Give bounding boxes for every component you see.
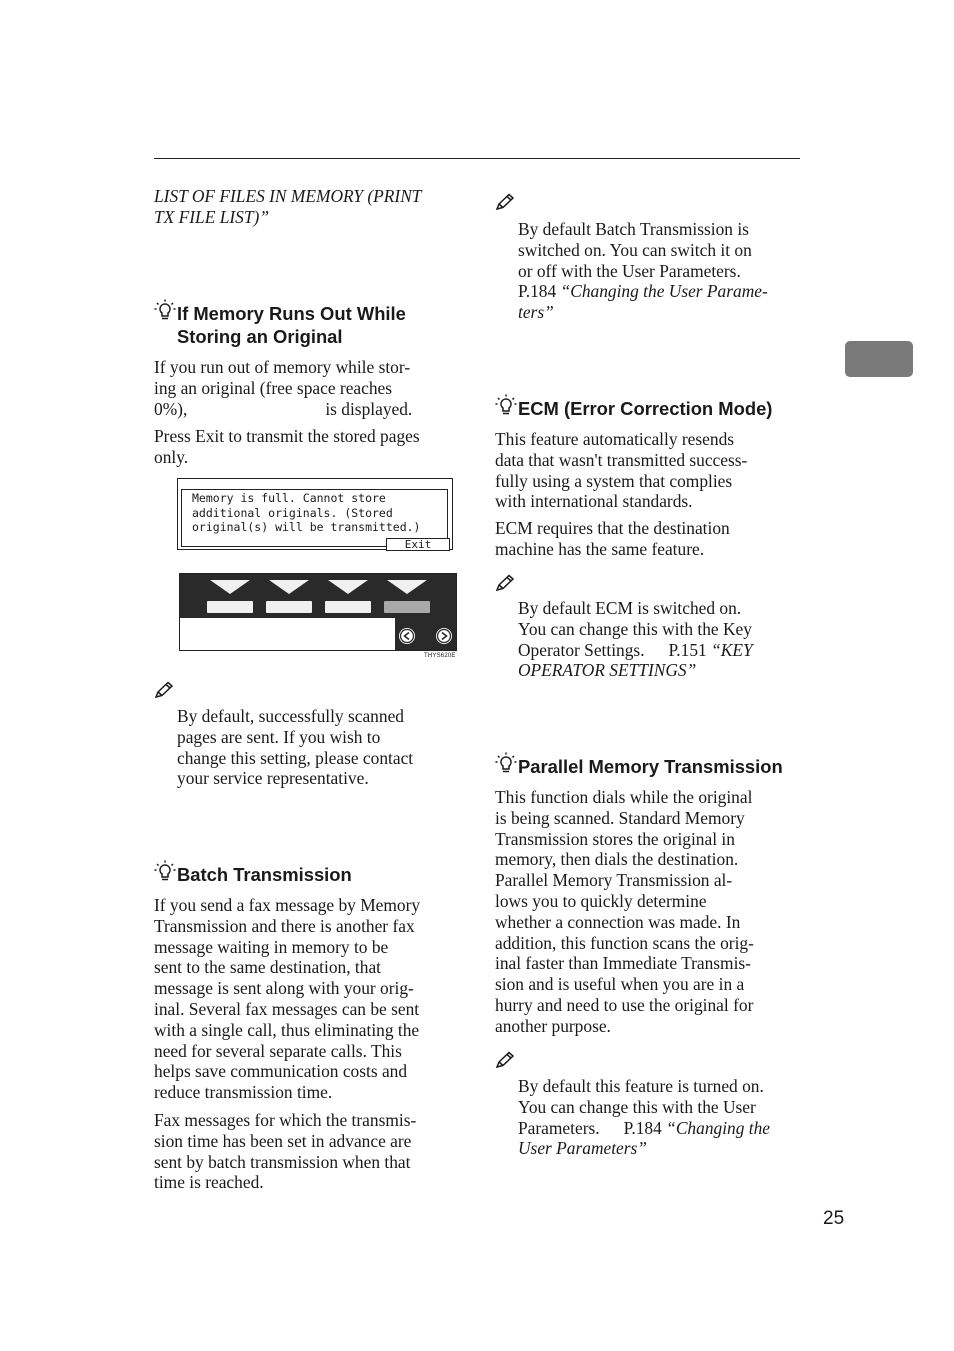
paragraph: This feature automatically resends data that wasn't transmitted success- fully using a system that complies with international standards.: [495, 429, 748, 512]
note-text: By default this feature is turned on. You can change this with the User Parameters. P.184 “Changing the User Parameters”: [518, 1076, 771, 1159]
page-number: 25: [823, 1208, 845, 1229]
reference-title: ters”: [518, 302, 554, 323]
note-text: By default ECM is switched on. You can change this with the Key Operator Settings. P.151 “KEY OPERATOR SETTINGS”: [518, 598, 753, 681]
arrow-down-icon: [387, 580, 427, 594]
dotted-separator: [506, 733, 516, 739]
paragraph: ECM requires that the destination machine has the same feature.: [495, 518, 730, 559]
function-key-strip: [180, 574, 456, 618]
lightbulb-icon: [495, 394, 517, 416]
reference-title: “Changing the: [666, 1117, 771, 1138]
arrow-down-icon: [210, 580, 250, 594]
paragraph: If you send a fax message by Memory Transmission and there is another fax message waiting in memory to be sent to the same destination, that message is sent along with your orig- inal. Several fax messages can be sent with a single call, thus eliminating the need for several separate calls. This helps save communication costs and reduce transmission time.: [154, 895, 421, 1103]
scroll-right-button[interactable]: [436, 628, 452, 644]
lcd-message-line: additional originals. (Stored: [192, 506, 393, 520]
cross-reference: [154, 186, 459, 228]
dotted-separator: [506, 375, 516, 381]
chevron-right-icon: [436, 628, 452, 644]
function-key[interactable]: [325, 601, 371, 613]
dotted-separator: [500, 367, 800, 373]
dotted-separator: [158, 806, 459, 812]
lcd-message-line: Memory is full. Cannot store: [192, 491, 386, 505]
dotted-separator: [158, 833, 459, 839]
dotted-separator: [158, 272, 459, 278]
dotted-separator: [500, 698, 800, 704]
lcd-message-line: original(s) will be transmitted.): [192, 520, 421, 534]
dotted-separator: [165, 841, 175, 847]
pencil-note-icon: [154, 681, 174, 699]
scroll-left-button[interactable]: [399, 628, 415, 644]
pencil-note-icon: [495, 574, 515, 592]
note-text: By default, successfully scanned pages are sent. If you wish to change this setting, please contact your service representative.: [177, 706, 414, 789]
arrow-down-icon: [328, 580, 368, 594]
chapter-tab: [845, 341, 913, 377]
ref-line: TX FILE LIST)”: [154, 206, 269, 227]
paragraph: Fax messages for which the transmis- sion time has been set in advance are sent by batch transmission when that time is reached.: [154, 1110, 417, 1193]
dotted-separator: [165, 280, 175, 286]
lightbulb-icon: [154, 299, 176, 321]
dotted-separator: [158, 245, 459, 251]
page-reference: P.184: [623, 1117, 662, 1138]
section-heading: If Memory Runs Out While Storing an Original: [177, 303, 406, 347]
section-heading: ECM (Error Correction Mode): [518, 398, 773, 419]
paragraph: This function dials while the original is being scanned. Standard Memory Transmission stores the original in memory, then dials the destination. Parallel Memory Transmission al- lows you to quickly determine whether a connection was made. In addition, this function scans the orig- inal faster than Immediate Transmis- sion and is useful when you are in a hurry and need to use the original for another purpose.: [495, 787, 754, 1036]
page-reference: P.151: [668, 639, 707, 660]
lightbulb-icon: [495, 752, 517, 774]
dotted-separator: [500, 725, 800, 731]
lcd-display: [177, 478, 453, 550]
reference-title: User Parameters”: [518, 1138, 647, 1159]
pencil-note-icon: [495, 1051, 515, 1069]
section-heading: Parallel Memory Transmission: [518, 756, 783, 777]
dotted-separator: [500, 339, 800, 345]
lightbulb-icon: [154, 860, 176, 882]
chevron-left-icon: [399, 628, 415, 644]
paragraph: Press Exit to transmit the stored pages only.: [154, 426, 420, 467]
function-key[interactable]: [207, 601, 253, 613]
note-text: By default Batch Transmission is switched on. You can switch it on or off with the User Parameters. P.184 “Changing the User Parame- ters”: [518, 219, 768, 323]
page-reference: P.184: [518, 281, 557, 302]
reference-title: “KEY: [711, 639, 753, 660]
function-key[interactable]: [266, 601, 312, 613]
reference-title: “Changing the User Parame-: [560, 281, 768, 302]
figure-code: THYS620E: [424, 653, 456, 659]
header-rule: [154, 158, 800, 159]
control-panel-illustration: [179, 573, 457, 651]
reference-title: OPERATOR SETTINGS”: [518, 660, 697, 681]
section-heading: Batch Transmission: [177, 864, 352, 885]
paragraph: If you run out of memory while stor- ing an original (free space reaches 0%), is displayed.: [154, 357, 413, 419]
ref-line: LIST OF FILES IN MEMORY (PRINT: [154, 186, 422, 206]
pencil-note-icon: [495, 193, 515, 211]
exit-button[interactable]: Exit: [386, 538, 450, 551]
arrow-down-icon: [269, 580, 309, 594]
function-key-highlighted[interactable]: [384, 601, 430, 613]
